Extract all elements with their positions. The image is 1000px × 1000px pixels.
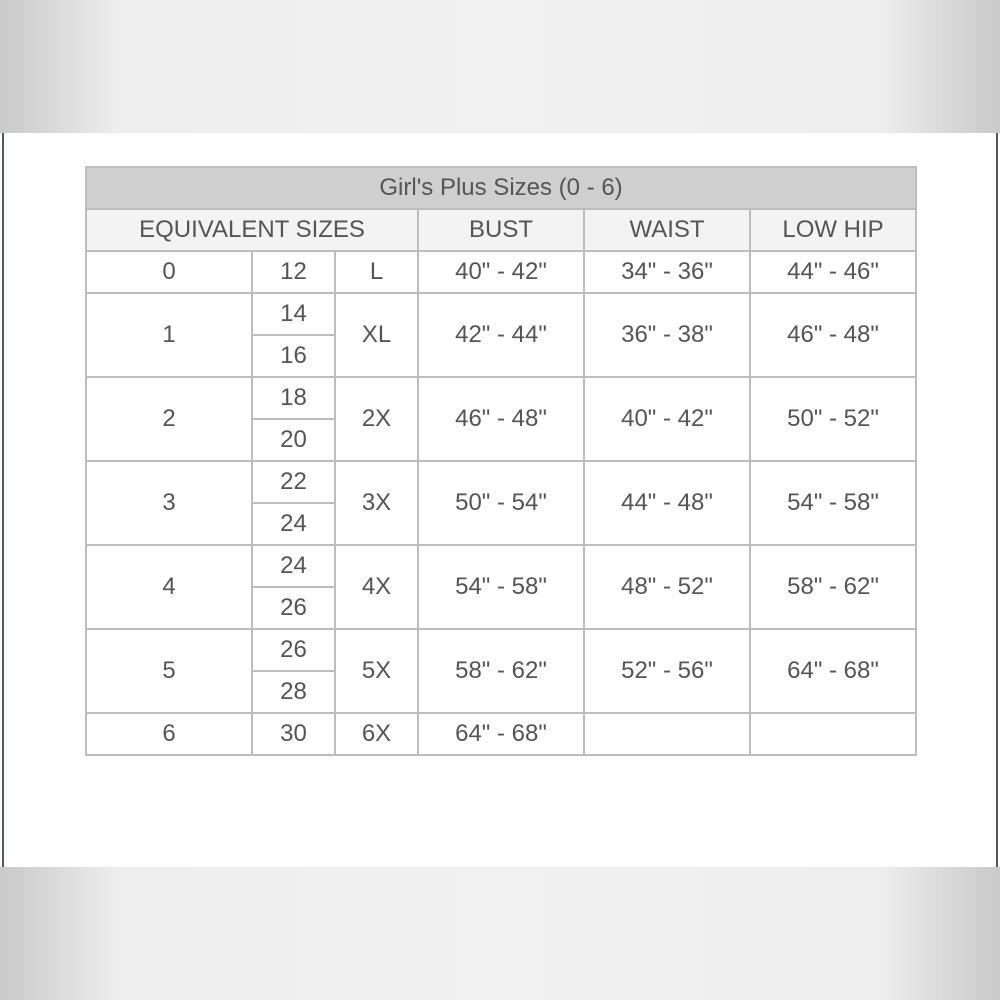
numeric-size-cell: 26 — [252, 587, 335, 629]
bust-cell: 50" - 54" — [418, 461, 584, 545]
table-row — [86, 293, 916, 335]
letter-size-cell: 4X — [335, 545, 418, 629]
numeric-size-cell: 22 — [252, 461, 335, 503]
waist-cell: 36" - 38" — [584, 293, 750, 377]
numeric-size-cell: 28 — [252, 671, 335, 713]
low-hip-cell: 50" - 52" — [750, 377, 916, 461]
table-row — [86, 713, 916, 755]
letter-size-cell: 3X — [335, 461, 418, 545]
numeric-size-cell: 30 — [252, 713, 335, 755]
low-hip-cell: 58" - 62" — [750, 545, 916, 629]
size-cell: 0 — [86, 251, 252, 293]
bust-cell: 40" - 42" — [418, 251, 584, 293]
table-title: Girl's Plus Sizes (0 - 6) — [86, 167, 916, 209]
bust-cell: 64" - 68" — [418, 713, 584, 755]
header-bust: BUST — [418, 209, 584, 251]
low-hip-cell: 46" - 48" — [750, 293, 916, 377]
low-hip-cell: 44" - 46" — [750, 251, 916, 293]
size-cell: 2 — [86, 377, 252, 461]
background-bottom — [0, 867, 1000, 1000]
letter-size-cell: 5X — [335, 629, 418, 713]
size-cell: 3 — [86, 461, 252, 545]
waist-cell: 44" - 48" — [584, 461, 750, 545]
table-row — [86, 377, 916, 419]
size-cell: 4 — [86, 545, 252, 629]
numeric-size-cell: 16 — [252, 335, 335, 377]
waist-cell: 40" - 42" — [584, 377, 750, 461]
header-equivalent-sizes: EQUIVALENT SIZES — [86, 209, 418, 251]
numeric-size-cell: 20 — [252, 419, 335, 461]
low-hip-cell — [750, 713, 916, 755]
low-hip-cell: 64" - 68" — [750, 629, 916, 713]
numeric-size-cell: 18 — [252, 377, 335, 419]
table-row — [86, 251, 916, 293]
numeric-size-cell: 24 — [252, 503, 335, 545]
size-cell: 6 — [86, 713, 252, 755]
numeric-size-cell: 26 — [252, 629, 335, 671]
letter-size-cell: 2X — [335, 377, 418, 461]
table-row — [86, 545, 916, 587]
numeric-size-cell: 12 — [252, 251, 335, 293]
waist-cell: 34" - 36" — [584, 251, 750, 293]
waist-cell: 48" - 52" — [584, 545, 750, 629]
numeric-size-cell: 24 — [252, 545, 335, 587]
bust-cell: 54" - 58" — [418, 545, 584, 629]
bust-cell: 42" - 44" — [418, 293, 584, 377]
size-chart-table — [85, 166, 917, 756]
header-low-hip: LOW HIP — [750, 209, 916, 251]
letter-size-cell: XL — [335, 293, 418, 377]
size-cell: 5 — [86, 629, 252, 713]
bust-cell: 58" - 62" — [418, 629, 584, 713]
letter-size-cell: L — [335, 251, 418, 293]
low-hip-cell: 54" - 58" — [750, 461, 916, 545]
table-row — [86, 461, 916, 503]
table-row — [86, 629, 916, 671]
bust-cell: 46" - 48" — [418, 377, 584, 461]
background-top — [0, 0, 1000, 133]
size-cell: 1 — [86, 293, 252, 377]
header-waist: WAIST — [584, 209, 750, 251]
letter-size-cell: 6X — [335, 713, 418, 755]
waist-cell: 52" - 56" — [584, 629, 750, 713]
numeric-size-cell: 14 — [252, 293, 335, 335]
waist-cell — [584, 713, 750, 755]
